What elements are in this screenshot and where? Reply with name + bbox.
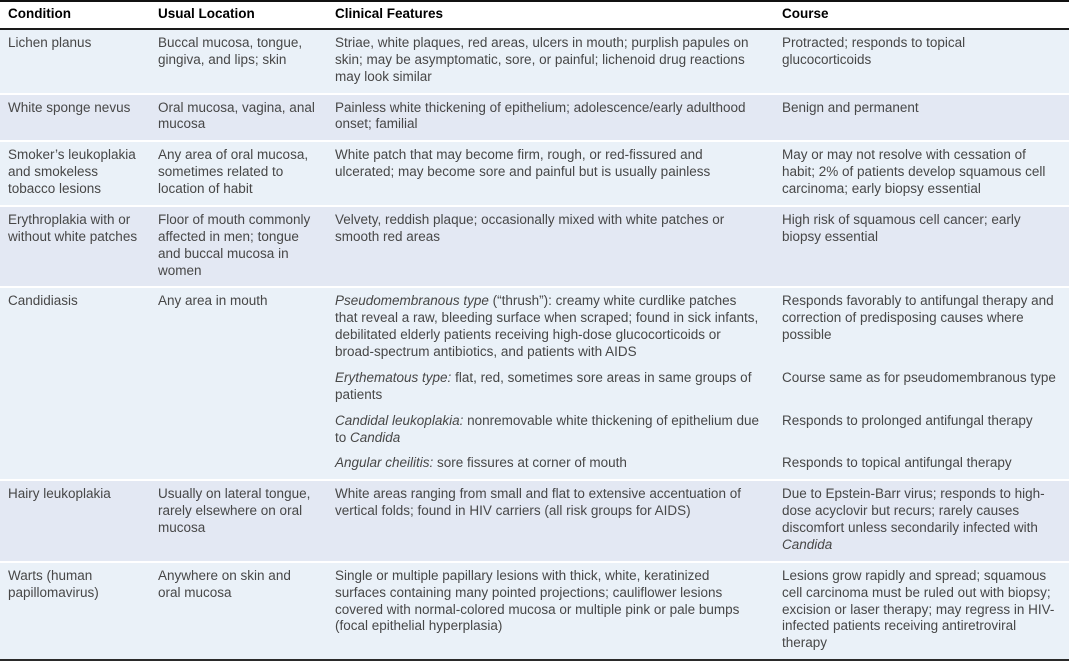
header-course: Course [782, 6, 829, 21]
course-cell: Protracted; responds to topical glucocorticoids [782, 34, 966, 67]
location-cell: Anywhere on skin and oral mucosa [158, 567, 291, 600]
row-entry [327, 100, 1069, 134]
table-row [0, 142, 1069, 205]
row-entries [327, 30, 1069, 93]
row-entries [327, 142, 1069, 205]
row-entries [327, 207, 1069, 287]
features-cell: Painless white thickening of epithelium; adolescence/early adulthood onset; familial [335, 99, 746, 132]
course-cell: Benign and permanent [782, 99, 919, 115]
location-cell: Buccal mucosa, tongue, gingiva, and lips; skin [158, 34, 303, 67]
course-cell: High risk of squamous cell cancer; early biopsy essential [782, 211, 1021, 244]
row-entry [327, 413, 1069, 447]
course-cell: Lesions grow rapidly and spread; squamous cell carcinoma must be ruled out with biopsy; excision or laser therapy; may regress in HIV-infected patients receiving antiretroviral therapy [782, 567, 1055, 651]
features-cell: Angular cheilitis: sore fissures at corner of mouth [335, 455, 627, 471]
features-cell: Candidal leukoplakia: nonremovable white thickening of epithelium due to Candida [335, 412, 760, 445]
features-cell: Velvety, reddish plaque; occasionally mixed with white patches or smooth red areas [335, 211, 725, 244]
course-cell: May or may not resolve with cessation of habit; 2% of patients develop squamous cell carcinoma; early biopsy essential [782, 147, 1046, 196]
features-cell: Pseudomembranous type (“thrush”): creamy white curdlike patches that reveal a raw, bleeding surface when scraped; found in sick infants, debilitated elderly patients receiving high-dose glucocorticoids or broad-spectrum antibiotics, and patients with AIDS [335, 293, 759, 359]
table-row [0, 207, 1069, 287]
course-cell: Due to Epstein-Barr virus; responds to high-dose acyclovir but recurs; rarely causes discomfort unless secondarily infected with Candida [782, 486, 1045, 552]
row-entry [327, 293, 1069, 361]
table-row [0, 481, 1069, 561]
condition-cell: Warts (human papillomavirus) [8, 567, 99, 600]
table-row [0, 95, 1069, 141]
course-cell: Course same as for pseudomembranous type [782, 369, 1056, 385]
features-cell: White areas ranging from small and flat to extensive accentuation of vertical folds; found in HIV carriers (all risk groups for AIDS) [335, 486, 741, 519]
location-cell: Any area of oral mucosa, sometimes related to location of habit [158, 147, 309, 196]
location-cell: Floor of mouth commonly affected in men; tongue and buccal mucosa in women [158, 211, 311, 278]
row-entry [327, 35, 1069, 86]
row-entry [327, 212, 1069, 246]
row-entries [327, 563, 1069, 659]
row-entry [327, 147, 1069, 198]
condition-cell: Hairy leukoplakia [8, 486, 111, 502]
location-cell: Oral mucosa, vagina, anal mucosa [158, 99, 315, 132]
condition-cell: Candidiasis [8, 293, 78, 309]
table-row [0, 563, 1069, 659]
course-cell: Responds favorably to antifungal therapy and correction of predisposing causes where possible [782, 293, 1054, 343]
table-row [0, 288, 1069, 479]
course-cell: Responds to prolonged antifungal therapy [782, 412, 1033, 428]
row-entry [327, 455, 1069, 472]
condition-cell: Erythroplakia with or without white patches [8, 211, 138, 244]
condition-cell: White sponge nevus [8, 99, 131, 115]
features-cell: Erythematous type: flat, red, sometimes sore areas in same groups of patients [335, 369, 752, 402]
row-entries [327, 288, 1069, 479]
location-cell: Any area in mouth [158, 293, 268, 309]
row-entry [327, 486, 1069, 554]
features-cell: White patch that may become firm, rough, or red-fissured and ulcerated; may become sore and painful but is usually painless [335, 147, 711, 180]
header-usual-location: Usual Location [158, 6, 255, 21]
row-entries [327, 95, 1069, 141]
location-cell: Usually on lateral tongue, rarely elsewhere on oral mucosa [158, 486, 311, 535]
features-cell: Striae, white plaques, red areas, ulcers in mouth; purplish papules on skin; may be asymptomatic, sore, or painful; lichenoid drug reactions may look similar [335, 34, 749, 84]
row-entries [327, 481, 1069, 561]
features-cell: Single or multiple papillary lesions with thick, white, keratinized surfaces containing many pointed projections; cauliflower lesions covered with normal-colored mucosa or multiple pink or pale bumps (focal epithelial hyperplasia) [335, 567, 740, 634]
table-header-row [0, 2, 1069, 30]
table-row [0, 30, 1069, 93]
row-entry [327, 370, 1069, 404]
condition-cell: Lichen planus [8, 34, 92, 50]
row-entry [327, 568, 1069, 652]
header-clinical-features: Clinical Features [335, 6, 444, 21]
condition-cell: Smoker’s leukoplakia and smokeless tobacco lesions [8, 147, 136, 196]
header-condition: Condition [8, 6, 71, 21]
course-cell: Responds to topical antifungal therapy [782, 455, 1012, 471]
